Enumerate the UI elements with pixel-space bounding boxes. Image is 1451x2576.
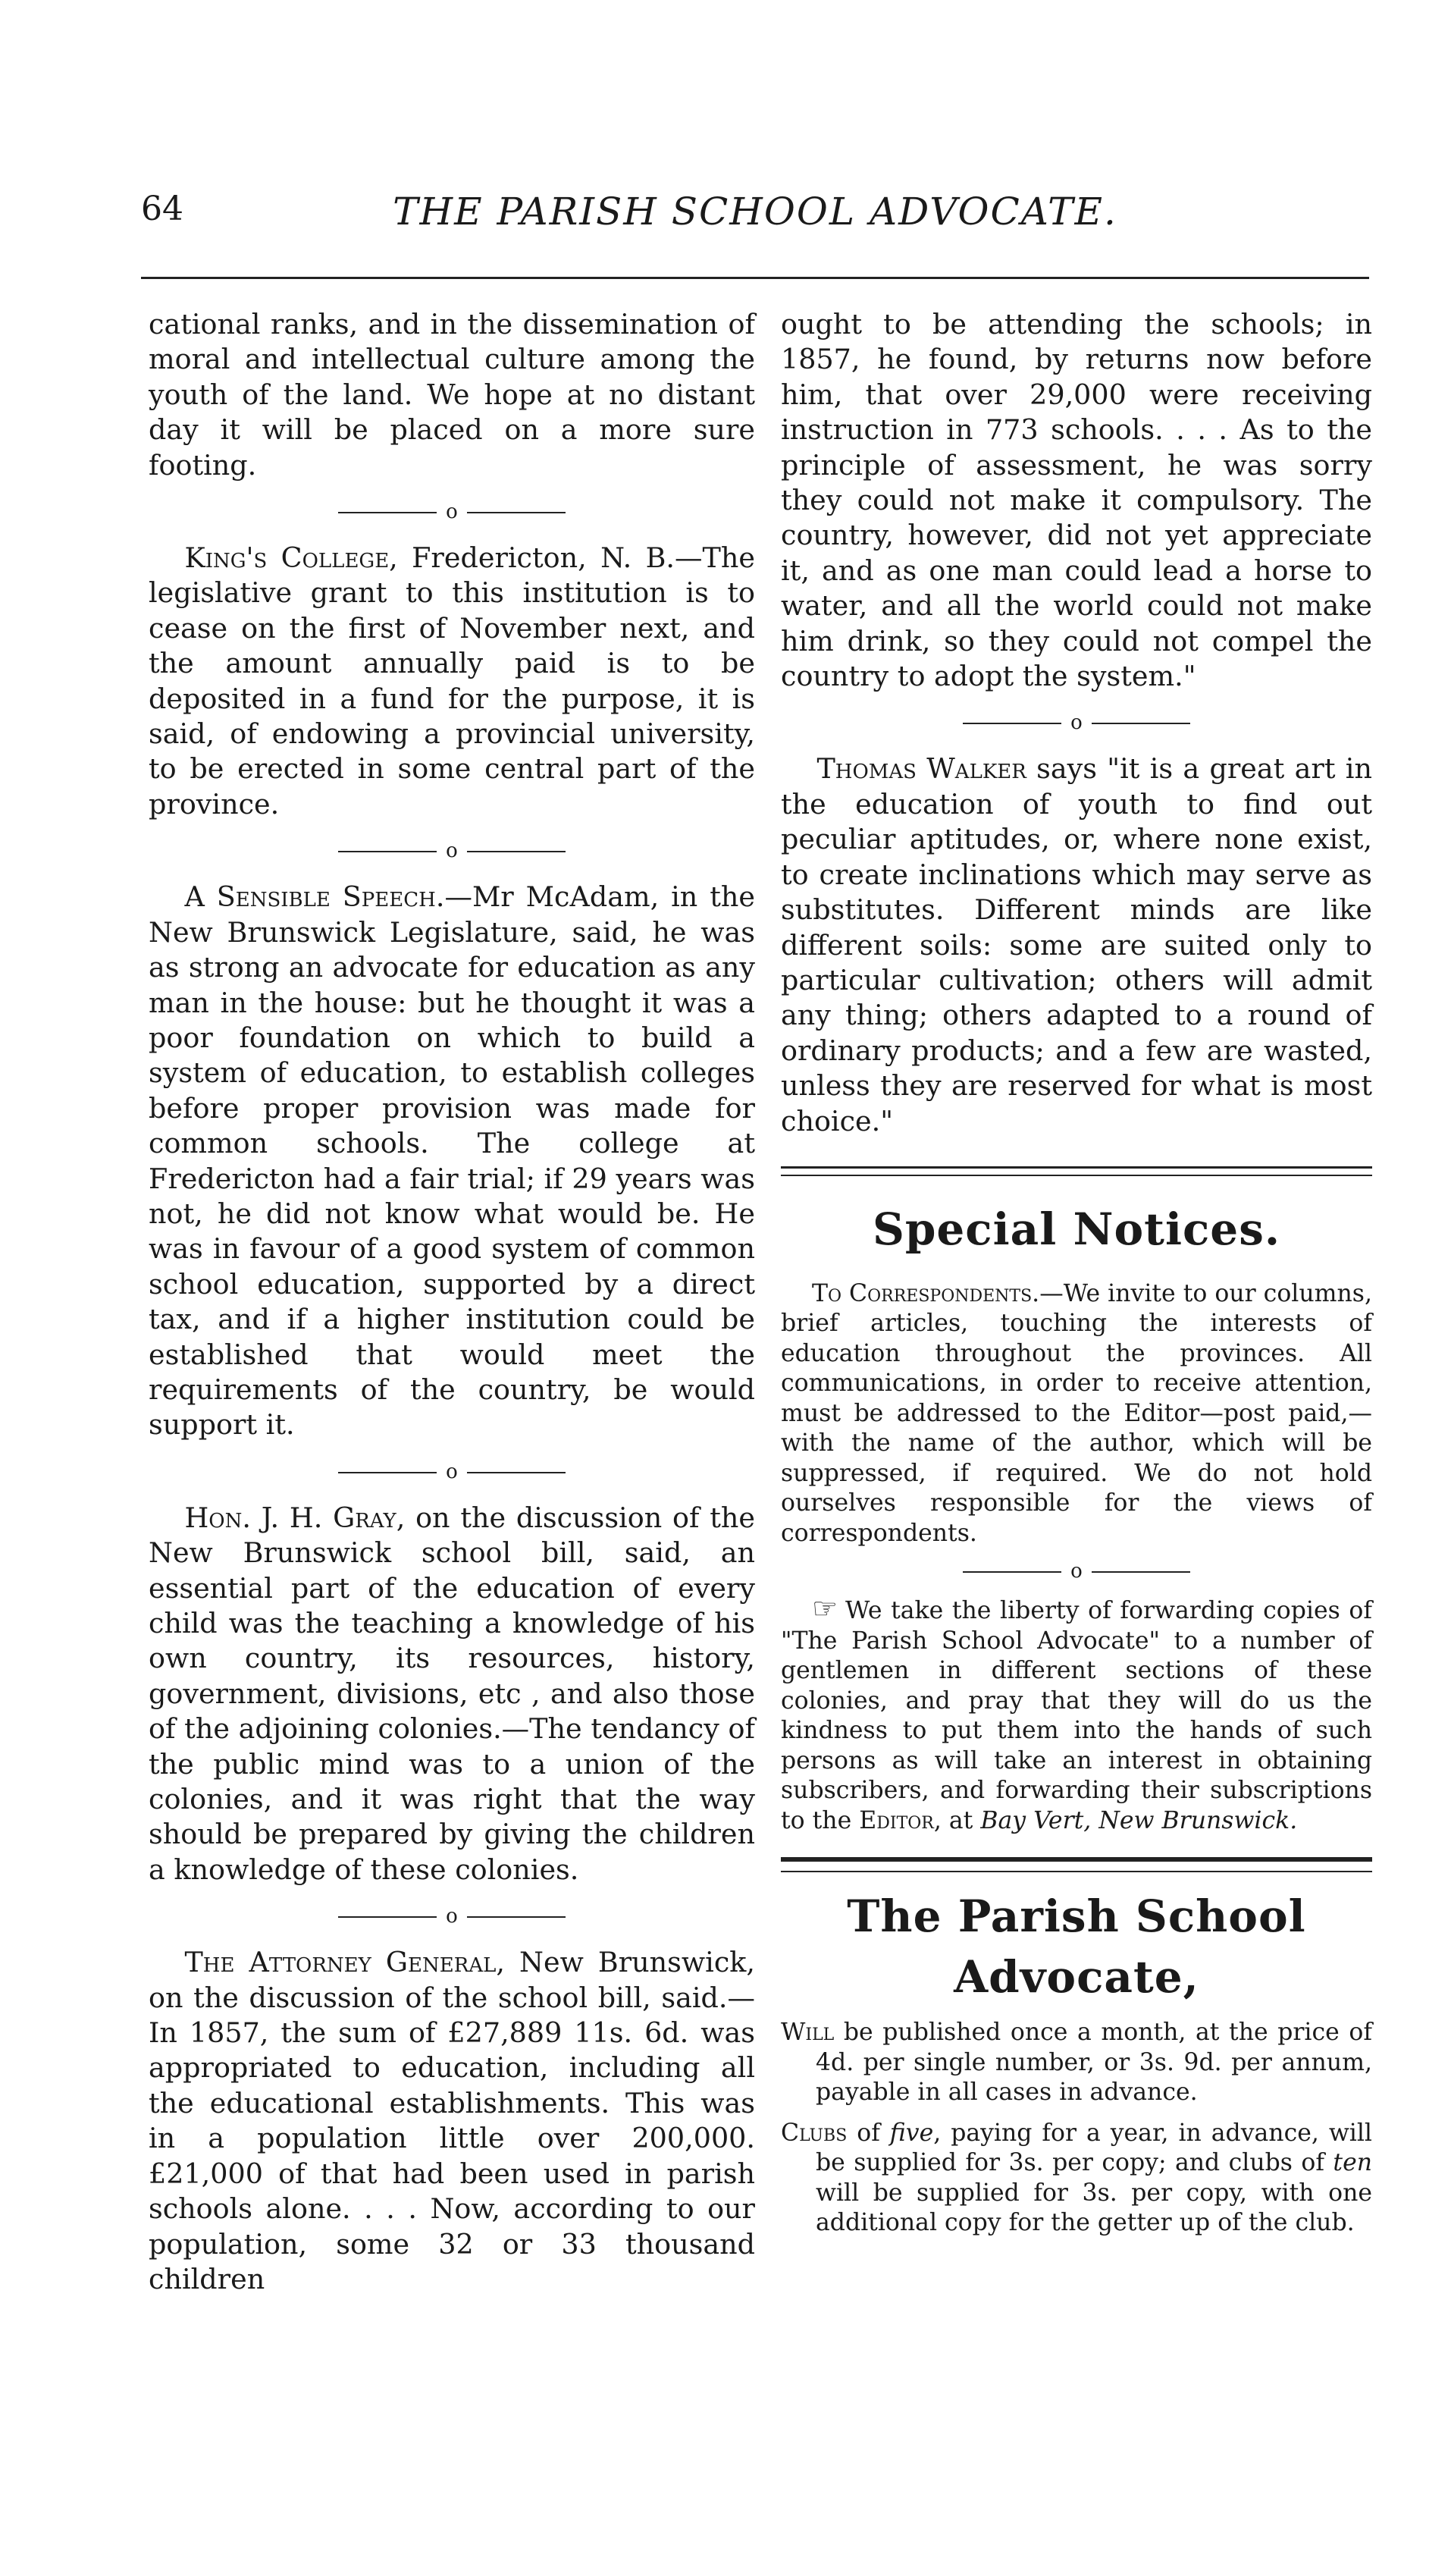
paragraph-sensible-speech: A Sensible Speech.—Mr McAdam, in the New Brunswick Legislature, said, he was as strong an advocate for education as any man in the house: but he thought it was a poor foundation on which to build a system of education, to establish colleges before proper provision was made for common schools. The college at Fredericton had a fair trial; if 29 years was not, he did not know what would be. He was in favour of a good system of common school education, supported by a direct tax, and if a higher institution could be established that would meet the requirements of the country, be would support it.	[149, 880, 755, 1442]
section-separator: o	[149, 483, 755, 541]
paragraph-lead: The Attorney General	[184, 1946, 497, 1979]
section-separator: o	[149, 1887, 755, 1945]
page-number: 64	[141, 190, 183, 228]
paragraph-thomas-walker: Thomas Walker says "it is a great art in the education of youth to find out peculiar aptitudes, or, where none exist, to create inclinations which may serve as substitutes. Different minds are like different soils: some are suited only to particular cultivation; others will admit any thing; others adapted to a round of ordinary products; and a few are wasted, unless they are reserved for what is most choice."	[781, 752, 1372, 1137]
section-separator: o	[781, 1548, 1372, 1594]
heavy-rule	[781, 1857, 1372, 1872]
paragraph-lead: Hon. J. H. Gray	[184, 1501, 396, 1534]
section-separator: o	[781, 694, 1372, 751]
paragraph-lead: Thomas Walker	[816, 752, 1026, 786]
notice-lead: To Correspondents.	[811, 1279, 1040, 1307]
notice-correspondents: To Correspondents.—We invite to our columns, brief articles, touching the interests of education throughout the provinces. All communications, in order to receive attention, must be addressed to the Editor—post paid,—with the name of the author, which will be suppressed, if required. We do not hold ourselves responsible for the views of correspondents.	[781, 1279, 1372, 1547]
header-rule	[141, 277, 1369, 279]
terms-price: Will be published once a month, at the price of 4d. per single number, or 3s. 9d. per annum, payable in all cases in advance.	[781, 2019, 1372, 2107]
section-separator: o	[149, 1443, 755, 1501]
running-title: THE PARISH SCHOOL ADVOCATE.	[393, 190, 1117, 234]
paragraph-attorney-general: The Attorney General, New Brunswick, on the discussion of the school bill, said.—In 1857, the sum of £27,889 11s. 6d. was appropriated to education, including all the educational establishments. This was in a population little over 200,000. £21,000 of that had been used in parish schools alone. . . . Now, according to our population, some 32 or 33 thousand children	[149, 1946, 755, 2295]
paragraph-continuation: ought to be attending the schools; in 1857, he found, by returns now before him, that over 29,000 were receiving instruction in 773 schools. . . . As to the principle of assessment, he was sorry they could not make it compulsory. The country, however, did not yet appreciate it, and as one man could lead a horse to water, and all the world could not make him drink, so they could not compel the country to adopt the system."	[781, 308, 1372, 693]
special-notices-heading: Special Notices.	[872, 1203, 1281, 1255]
double-rule	[781, 1166, 1372, 1176]
paragraph-continuation: cational ranks, and in the dissemination of moral and intellectual culture among the youth of the land. We hope at no distant day it will be placed on a more sure footing.	[149, 308, 755, 482]
advocate-heading: The Parish School Advocate,	[847, 1890, 1306, 2003]
terms-clubs: Clubs of five, paying for a year, in advance, will be supplied for 3s. per copy; and clubs of ten will be supplied for 3s. per copy, with one additional copy for the getter up of the club.	[781, 2119, 1373, 2237]
paragraph-kings-college: King's College, Fredericton, N. B.—The legislative grant to this institution is to cease on the first of November next, and the amount annually paid is to be deposited in a fund for the purpose, it is said, of endowing a provincial university, to be erected in some central part of the province.	[149, 541, 755, 820]
paragraph-lead: A Sensible Speech.	[184, 880, 445, 914]
left-column	[149, 307, 755, 2297]
page-header	[141, 190, 1369, 235]
pointing-hand-icon: ☞	[811, 1592, 838, 1626]
notice-forwarding: ☞ We take the liberty of forwarding copies of "The Parish School Advocate" to a number of gentlemen in different sections of these colonies, and pray that they will do us the kindness to put them into the hands of such persons as will take an interest in obtaining subscribers, and forwarding their subscriptions to the Editor, at Bay Vert, New Brunswick.	[781, 1592, 1372, 1834]
right-column	[781, 307, 1372, 2239]
section-separator: o	[149, 822, 755, 880]
paragraph-lead: King's College	[184, 541, 390, 575]
paragraph-hon-gray: Hon. J. H. Gray, on the discussion of the New Brunswick school bill, said, an essential part of the education of every child was the teaching a knowledge of his own country, its resources, history, government, divisions, etc , and also those of the adjoining colonies.—The tendancy of the public mind was to a union of the colonies, and it was right that the way should be prepared by giving the children a knowledge of these colonies.	[149, 1501, 755, 1886]
